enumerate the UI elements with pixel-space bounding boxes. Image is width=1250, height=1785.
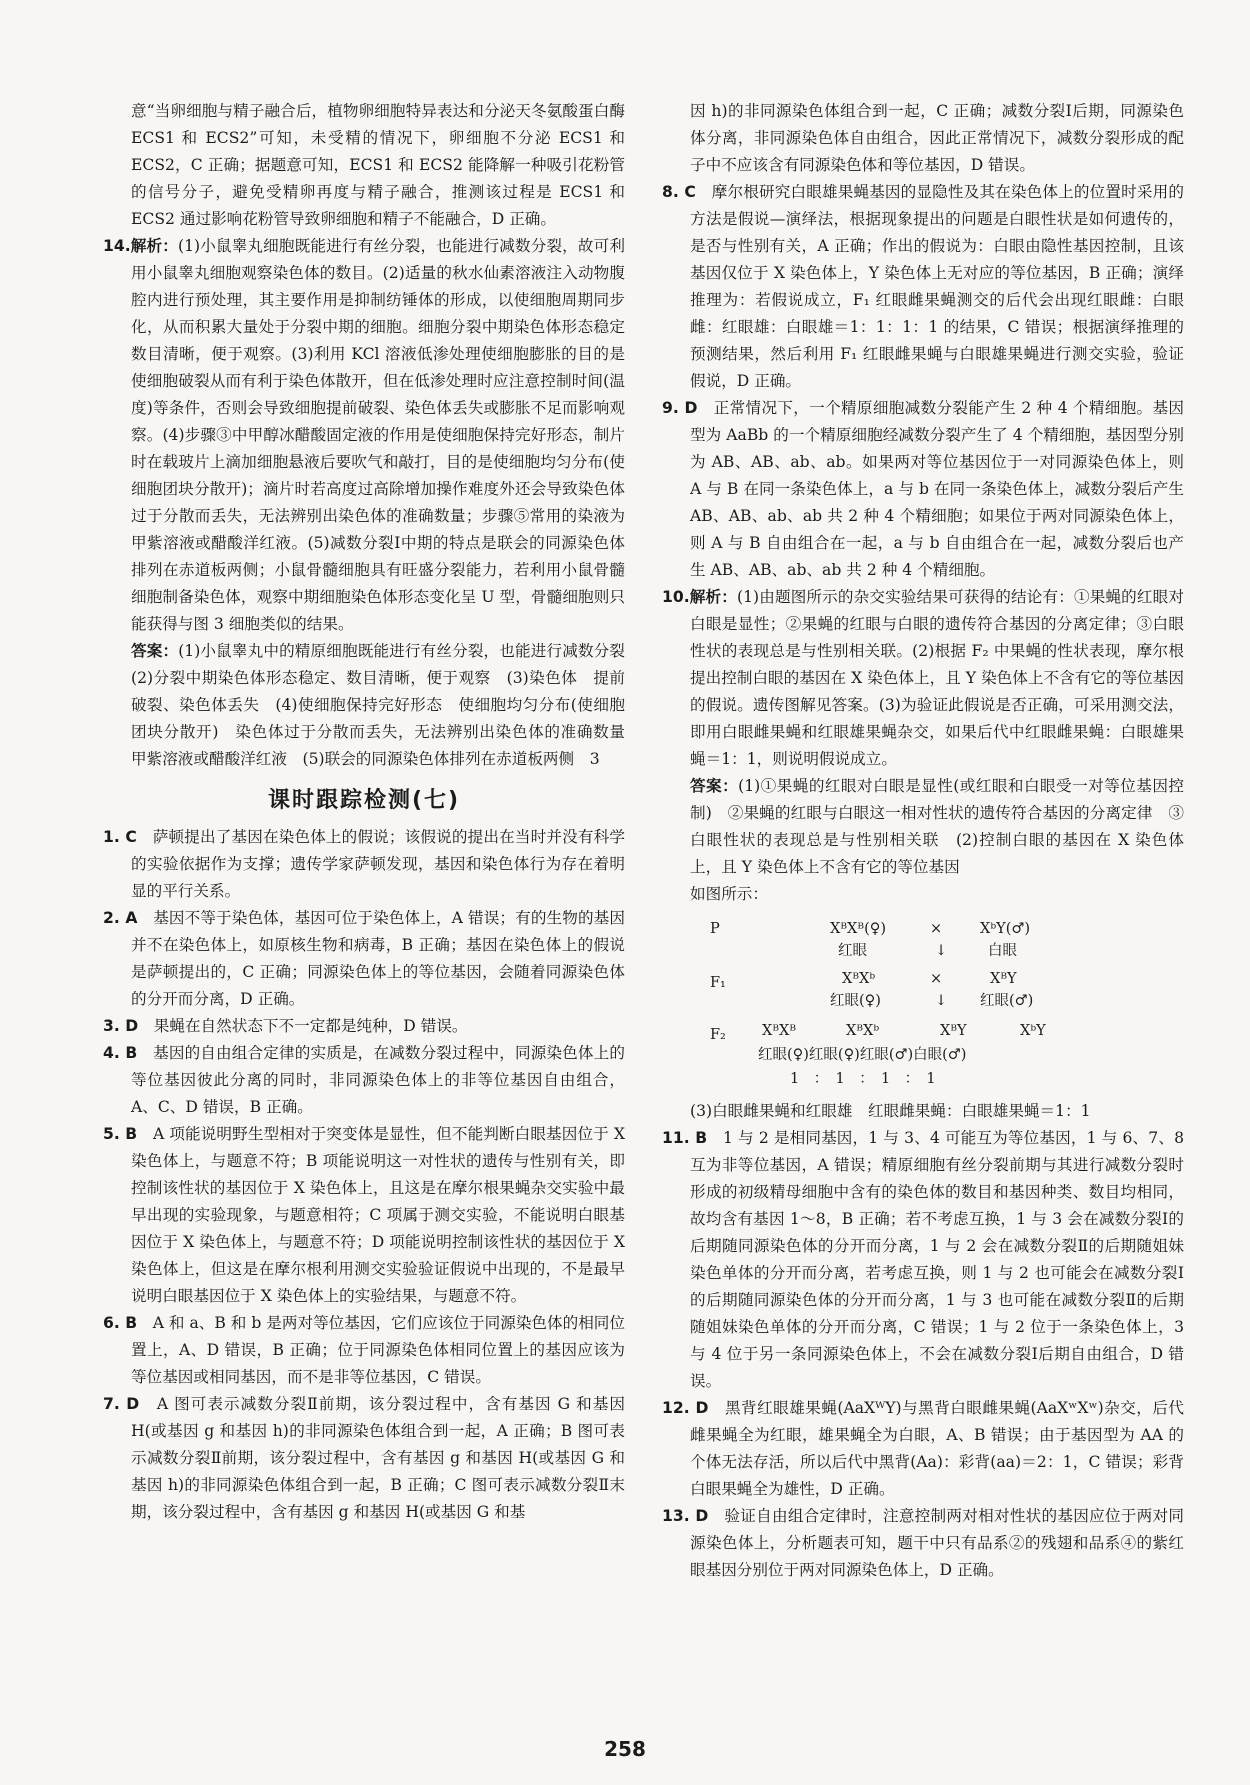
list-item — [103, 824, 625, 905]
left-column — [103, 98, 641, 1526]
item-number: 8. C — [662, 183, 696, 201]
p-female-phenotype: 红眼 — [838, 943, 867, 959]
item-text: 果蝇在自然状态下不一定都是纯种，D 错误。 — [153, 1017, 468, 1035]
f2-phenotypes: 红眼(♀)红眼(♀)红眼(♂)白眼(♂) — [758, 1047, 967, 1063]
right-column — [662, 98, 1184, 1584]
list-item — [103, 1121, 625, 1310]
question-7-continued: 因 h)的非同源染色体组合到一起，C 正确；减数分裂Ⅰ后期，同源染色体分离，非同源染色体自由组合，因此正常情况下，减数分裂形成的配子中不应该含有同源染色体和等位基因，D 错误。 — [690, 102, 1184, 174]
list-item — [662, 1125, 1184, 1395]
list-item — [662, 179, 1184, 395]
question-14-number: 14. — [103, 237, 131, 255]
f2-genotype-4: XᵇY — [1020, 1023, 1046, 1039]
f1-female-phenotype: 红眼(♀) — [830, 993, 881, 1009]
question-10-analysis: (1)由题图所示的杂交实验结果可获得的结论有：①果蝇的红眼对白眼是显性；②果蝇的红眼与白眼的遗传符合基因的分离定律；③白眼性状的表现总是与性别相关联。(2)根据 F₂ 中果蝇的性状表现，摩尔根提出控制白眼的基因在 X 染色体上，且 Y 染色体上不含有它的等位基因的假说。遗传图解见答案。(3)为验证此假说是否正确，可采用测交法，即用白眼雌果蝇和红眼雄果蝇杂交，如果后代中红眼雌果蝇：白眼雄果蝇＝1：1，则说明假说成立。 — [690, 588, 1184, 768]
page-number: 258 — [604, 1737, 646, 1761]
item-number: 2. A — [103, 909, 138, 927]
item-number: 11. B — [662, 1129, 708, 1147]
item-number: 9. D — [662, 399, 698, 417]
item-text: 萨顿提出了基因在染色体上的假说；该假说的提出在当时并没有科学的实验依据作为支撑；遗传学家萨顿发现，基因和染色体行为存在着明显的平行关系。 — [131, 828, 625, 900]
item-text: A 项能说明野生型相对于突变体是显性，但不能判断白眼基因位于 X 染色体上，与题意不符；B 项能说明这一对性状的遗传与性别有关，即控制该性状的基因位于 X 染色体上，且这是在摩尔根果蝇杂交实验中最早出现的实验现象，与题意相符；C 项属于测交实验，不能说明白眼基因位于 X 染色体上，与题意不符；D 项能说明控制该性状的基因位于 X 染色体上，但这是在摩尔根利用测交实验验证假说中出现的，不是最早说明白眼基因位于 X 染色体上的实验结果，与题意不符。 — [131, 1125, 625, 1305]
genetic-cross-diagram — [690, 914, 1184, 1094]
diagram-intro: 如图所示： — [690, 885, 768, 903]
f1-female-genotype: XᴮXᵇ — [842, 971, 876, 987]
question-10-answer — [662, 773, 1184, 881]
list-item — [103, 1013, 625, 1040]
analysis-label: 解析： — [689, 588, 737, 606]
list-item — [103, 905, 625, 1013]
question-10-number: 10. — [662, 588, 690, 606]
item-text: 基因的自由组合定律的实质是，在减数分裂过程中，同源染色体上的等位基因彼此分离的同时，非同源染色体上的非等位基因自由组合，A、C、D 错误，B 正确。 — [131, 1044, 625, 1116]
item-number: 4. B — [103, 1044, 138, 1062]
cross-symbol: × — [930, 921, 943, 937]
f2-genotype-2: XᴮXᵇ — [846, 1023, 880, 1039]
generation-f2-label: F₂ — [710, 1027, 726, 1043]
item-text: 验证自由组合定律时，注意控制两对相对性状的基因应位于两对同源染色体上，分析题表可知，题干中只有品系②的残翅和品系④的紫红眼基因分别位于两对同源染色体上，D 正确。 — [690, 1507, 1184, 1579]
item-text: A 和 a、B 和 b 是两对等位基因，它们应该位于同源染色体的相同位置上，A、D 错误，B 正确；位于同源染色体相同位置上的基因应该为等位基因或相同基因，而不是非等位基因，C 错误。 — [131, 1314, 625, 1386]
item-number: 13. D — [662, 1507, 709, 1525]
list-item — [103, 1391, 625, 1526]
generation-p-label: P — [710, 921, 720, 937]
section-title: 课时跟踪检测(七) — [267, 788, 461, 813]
question-10-answer-text: (1)①果蝇的红眼对白眼是显性(或红眼和白眼受一对等位基因控制) ②果蝇的红眼与白眼这一相对性状的遗传符合基因的分离定律 ③白眼性状的表现总是与性别相关联 (2)控制白眼的基因在 X 染色体上，且 Y 染色体上不含有它的等位基因 — [690, 777, 1184, 876]
f1-male-genotype: XᴮY — [990, 971, 1017, 987]
question-14-analysis: (1)小鼠睾丸细胞既能进行有丝分裂，也能进行减数分裂，故可利用小鼠睾丸细胞观察染色体的数目。(2)适量的秋水仙素溶液注入动物腹腔内进行预处理，其主要作用是抑制纺锤体的形成，以使细胞周期同步化，从而积累大量处于分裂中期的细胞。细胞分裂中期染色体形态稳定数目清晰，便于观察。(3)利用 KCl 溶液低渗处理使细胞膨胀的目的是使细胞破裂从而有利于染色体散开，但在低渗处理时应注意控制时间(温度)等条件，否则会导致细胞提前破裂、染色体丢失或膨胀不足而影响观察。(4)步骤③中甲醇冰醋酸固定液的作用是使细胞保持完好形态，制片时在载玻片上滴加细胞悬液后要吹气和敲打，目的是使细胞均匀分布(使细胞团块分散开)；滴片时若高度过高除增加操作难度外还会导致染色体过于分散而丢失，无法辨别出染色体的准确数量；步骤⑤常用的染液为甲紫溶液或醋酸洋红液。(5)减数分裂Ⅰ中期的特点是联会的同源染色体排列在赤道板两侧；小鼠骨髓细胞具有旺盛分裂能力，若利用小鼠骨髓细胞制备染色体，观察中期细胞染色体形态变化呈 U 型，骨髓细胞则只能获得与图 3 细胞类似的结果。 — [131, 237, 625, 633]
arrow-down: ↓ — [935, 993, 948, 1009]
item-number: 12. D — [662, 1399, 709, 1417]
list-item — [662, 395, 1184, 584]
list-item — [103, 1310, 625, 1391]
item-text: 1 与 2 是相同基因，1 与 3、4 可能互为等位基因，1 与 6、7、8 互为非等位基因，A 错误；精原细胞有丝分裂前期与其进行减数分裂时形成的初级精母细胞中含有的染色体的数目和基因种类、数目均相同，故均含有基因 1～8，B 正确；若不考虑互换，1 与 3 会在减数分裂Ⅰ的后期随同源染色体的分开而分离，1 与 2 会在减数分裂Ⅱ的后期随姐妹染色单体的分开而分离，若考虑互换，则 1 与 2 也可能会在减数分裂Ⅰ的后期随同源染色体的分开而分离，1 与 3 也可能在减数分裂Ⅱ的后期随姐妹染色单体的分开而分离，C 错误；1 与 2 位于一条染色体上，3 与 4 位于另一条同源染色体上，不会在减数分裂Ⅰ后期自由组合，D 错误。 — [690, 1129, 1184, 1390]
answer-label: 答案： — [690, 777, 739, 795]
generation-f1-label: F₁ — [710, 975, 726, 991]
p-female-genotype: XᴮXᴮ(♀) — [830, 921, 886, 937]
cross-symbol: × — [930, 971, 943, 987]
intro-paragraph: 意“当卵细胞与精子融合后，植物卵细胞特异表达和分泌天冬氨酸蛋白酶 ECS1 和 ECS2”可知，未受精的情况下，卵细胞不分泌 ECS1 和 ECS2，C 正确；据题意可知，ECS1 和 ECS2 能降解一种吸引花粉管的信号分子，避免受精卵再度与精子融合，推测该过程是 ECS1 和 ECS2 通过影响花粉管导致卵细胞和精子不能融合，D 正确。 — [131, 102, 625, 228]
list-item — [103, 1040, 625, 1121]
p-male-genotype: XᵇY(♂) — [980, 921, 1031, 937]
item-text: 摩尔根研究白眼雄果蝇基因的显隐性及其在染色体上的位置时采用的方法是假说—演绎法，根据现象提出的问题是白眼性状是如何遗传的，是否与性别有关，A 正确；作出的假说为：白眼由隐性基因控制，且该基因仅位于 X 染色体上，Y 染色体上无对应的等位基因，B 正确；演绎推理为：若假说成立，F₁ 红眼雌果蝇测交的后代会出现红眼雌：白眼雌：红眼雄：白眼雄＝1：1：1：1 的结果，C 错误；根据演绎推理的预测结果，然后利用 F₁ 红眼雌果蝇与白眼雄果蝇进行测交实验，验证假说，D 正确。 — [690, 183, 1184, 390]
question-10-answer-3: (3)白眼雌果蝇和红眼雄 红眼雌果蝇：白眼雄果蝇＝1：1 — [690, 1102, 1091, 1120]
question-14 — [103, 233, 625, 638]
p-male-phenotype: 白眼 — [988, 943, 1017, 959]
f1-male-phenotype: 红眼(♂) — [980, 993, 1034, 1009]
item-text: 黑背红眼雄果蝇(AaXᵂY)与黑背白眼雌果蝇(AaXʷXʷ)杂交，后代雌果蝇全为红眼，雄果蝇全为白眼，A、B 错误；由于基因型为 AA 的个体无法存活，所以后代中黑背(Aa)：彩背(aa)＝2：1，C 错误；彩背白眼果蝇全为雄性，D 正确。 — [690, 1399, 1185, 1498]
f2-genotype-3: XᴮY — [940, 1023, 967, 1039]
f2-genotype-1: XᴮXᴮ — [762, 1023, 797, 1039]
analysis-label: 解析： — [130, 237, 178, 255]
question-14-answer — [103, 638, 641, 773]
arrow-down: ↓ — [935, 943, 948, 959]
item-text: 基因不等于染色体，基因可位于染色体上，A 错误；有的生物的基因并不在染色体上，如原核生物和病毒，B 正确；基因在染色体上的假说是萨顿提出的，C 正确；同源染色体上的等位基因，会随着同源染色体的分开而分离，D 正确。 — [131, 909, 625, 1008]
item-number: 1. C — [103, 828, 137, 846]
list-item — [662, 1503, 1184, 1584]
item-number: 7. D — [103, 1395, 140, 1413]
item-number: 3. D — [103, 1017, 139, 1035]
answer-label: 答案： — [131, 642, 179, 660]
item-number: 6. B — [103, 1314, 138, 1332]
question-10 — [662, 584, 1184, 773]
list-item — [662, 1395, 1184, 1503]
item-text: 正常情况下，一个精原细胞减数分裂能产生 2 种 4 个精细胞。基因型为 AaBb 的一个精原细胞经减数分裂产生了 4 个精细胞，基因型分别为 AB、AB、ab、ab。如果两对等位基因位于一对同源染色体上，则 A 与 B 在同一条染色体上，a 与 b 在同一条染色体上，减数分裂后产生 AB、AB、ab、ab 共 2 种 4 个精细胞；如果位于两对同源染色体上，则 A 与 B 自由组合在一起，a 与 b 自由组合在一起，减数分裂后也产生 AB、AB、ab、ab 共 2 种 4 个精细胞。 — [690, 399, 1184, 579]
item-text: A 图可表示减数分裂Ⅱ前期，该分裂过程中，含有基因 G 和基因 H(或基因 g 和基因 h)的非同源染色体组合到一起，A 正确；B 图可表示减数分裂Ⅱ前期，该分裂过程中，含有基因 g 和基因 H(或基因 G 和基因 h)的非同源染色体组合到一起，B 正确；C 图可表示减数分裂Ⅱ末期，该分裂过程中，含有基因 g 和基因 H(或基因 G 和基 — [131, 1395, 625, 1521]
item-number: 5. B — [103, 1125, 138, 1143]
f2-ratio: 1 ： 1 ： 1 ： 1 — [790, 1071, 936, 1087]
question-14-answer-text: (1)小鼠睾丸中的精原细胞既能进行有丝分裂，也能进行减数分裂 (2)分裂中期染色体形态稳定、数目清晰，便于观察 (3)染色体 提前破裂、染色体丢失 (4)使细胞保持完好形态 使细胞均匀分布(使细胞团块分散开) 染色体过于分散而丢失，无法辨别出染色体的准确数量 甲紫溶液或醋酸洋红液 (5)联会的同源染色体排列在赤道板两侧 3 — [131, 642, 641, 768]
